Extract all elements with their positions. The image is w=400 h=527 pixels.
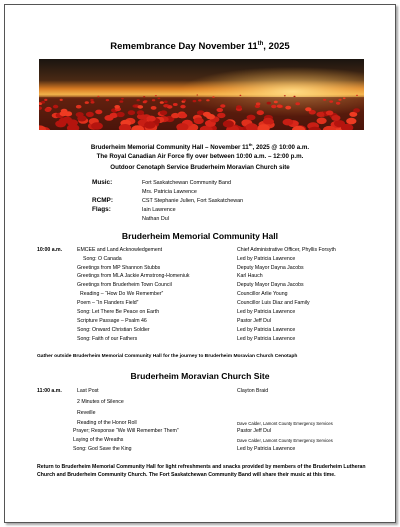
flags-value-2: Nathan Dul — [142, 216, 169, 222]
hall-who: Councillor Arlie Young — [237, 291, 288, 297]
poppy-flower — [343, 97, 346, 99]
hall-heading: Bruderheim Memorial Community Hall — [121, 231, 279, 241]
poppy-flower — [346, 118, 356, 125]
hall-row — [5, 300, 395, 308]
poppy-flower — [53, 105, 58, 109]
page-title: Remembrance Day November 11th, 2025 — [110, 41, 290, 53]
poppy-flower — [121, 98, 124, 100]
poppy-flower — [67, 119, 78, 126]
hall-item: Song: Faith of our Fathers — [77, 336, 138, 342]
poppy-flower — [267, 102, 271, 105]
event-line-1: Bruderheim Memorial Community Hall – November 11th, 2025 @ 10:00 a.m. — [90, 142, 310, 152]
poppy-flower — [285, 106, 291, 110]
poppy-flower — [151, 106, 157, 110]
poppy-flower — [77, 116, 86, 122]
event-line-3: Outdoor Cenotaph Service Bruderheim Moravian Church site — [110, 164, 290, 171]
poppy-flower — [220, 104, 225, 107]
hall-who: Led by Patricia Lawrence — [237, 309, 296, 315]
poppy-flower — [158, 98, 161, 100]
hall-item: EMCEE and Land Acknowledgement — [77, 247, 163, 253]
poppy-flower — [329, 100, 333, 102]
poppy-flower — [263, 118, 273, 125]
church-row — [5, 410, 395, 418]
poppy-flower — [295, 102, 300, 105]
poppy-flower — [171, 113, 179, 118]
hall-item: Poem – “In Flanders Field” — [77, 300, 139, 306]
poppy-flower — [155, 95, 157, 96]
flags-value-1: Iain Lawrence — [142, 207, 176, 213]
hall-who: Led by Patricia Lawrence — [237, 336, 296, 342]
poppy-flower — [326, 111, 334, 116]
poppy-flower — [305, 107, 311, 111]
poppy-flower — [137, 110, 144, 115]
poppy-flower — [217, 108, 224, 112]
poppy-flower — [217, 113, 225, 118]
poppy-flower — [198, 99, 201, 101]
poppy-flower — [323, 99, 326, 101]
church-item: Reveille — [77, 410, 96, 416]
church-who: Pastor Jeff Dul — [237, 428, 271, 434]
hall-who: Deputy Mayor Dayna Jacobs — [237, 265, 304, 271]
hall-item: Song: Let There Be Peace on Earth — [77, 309, 160, 315]
poppy-flower — [256, 102, 261, 105]
hall-row — [5, 247, 395, 255]
poppy-flower — [283, 119, 294, 126]
poppy-flower — [257, 110, 264, 115]
poppy-flower — [338, 99, 341, 101]
poppy-flower — [97, 96, 99, 97]
footer-note: Return to Bruderheim Memorial Community Hall for light refreshments and snacks provided by members of the Bruderheim Lutheran Church and Bruderheim Community Church. The Fort Saskatchewan Community Band will share their music at this time. — [37, 464, 366, 479]
hall-row — [5, 309, 395, 317]
church-row — [5, 388, 395, 396]
church-item: Laying of the Wreaths — [73, 437, 124, 443]
poppy-flower — [45, 108, 52, 112]
hall-who: Pastor Jeff Dul — [237, 318, 271, 324]
poppy-flower — [160, 110, 167, 115]
church-row — [5, 420, 395, 428]
poppy-flower — [316, 112, 324, 117]
church-item: Prayer; Response “We Will Remember Them” — [73, 428, 179, 434]
church-time: 11:00 a.m. — [37, 388, 62, 394]
poppy-flower — [41, 101, 45, 104]
hall-item: Song: O Canada — [83, 256, 122, 262]
hall-item: Greetings from MP Shannon Stubbs — [77, 265, 161, 271]
music-value-2: Mrs. Patricia Lawrence — [142, 189, 197, 195]
poppy-flower — [104, 115, 113, 121]
rcmp-label: RCMP: — [92, 197, 113, 204]
hall-item: Reading – “How Do We Remember” — [80, 291, 164, 297]
poppy-flower — [277, 105, 282, 108]
poppy-flower — [143, 96, 145, 97]
poppy-flower — [163, 104, 168, 107]
hall-row — [5, 282, 395, 290]
hall-who: Led by Patricia Lawrence — [237, 256, 296, 262]
church-heading: Bruderheim Moravian Church Site — [130, 371, 270, 381]
poppy-flower — [353, 108, 360, 112]
poppy-flower — [120, 100, 124, 102]
poppy-flower — [91, 122, 103, 130]
poppy-flower — [76, 105, 82, 109]
poppy-flower — [284, 95, 286, 96]
hall-row — [5, 256, 395, 264]
poppy-flower — [203, 112, 211, 117]
poppy-flower — [206, 99, 209, 101]
poppy-flower — [274, 101, 278, 104]
poppy-flower — [223, 120, 234, 127]
hall-row — [5, 273, 395, 281]
hall-time: 10:00 a.m. — [37, 247, 63, 253]
hall-row — [5, 336, 395, 344]
poppy-flower — [44, 99, 47, 101]
poppy-flower — [146, 116, 155, 122]
poppy-flower — [95, 110, 102, 115]
hall-item: Scripture Passage – Psalm 46 — [77, 318, 147, 324]
hall-item: Greetings from MLA Jackie Armstrong-Homeniuk — [77, 273, 190, 279]
hall-item: Greetings from Bruderheim Town Council — [77, 282, 172, 288]
poppy-banner-image — [39, 59, 364, 130]
poppy-flower — [331, 115, 340, 121]
poppy-flower — [60, 111, 68, 116]
poppy-flower — [128, 110, 135, 115]
church-who: Clayton Braid — [237, 388, 269, 394]
hall-who: Deputy Mayor Dayna Jacobs — [237, 282, 304, 288]
hall-who: Councillor Luis Diaz and Family — [237, 300, 310, 306]
church-item: Last Post — [77, 388, 99, 394]
church-who: Dave Calder, Lamont County Emergency Services — [237, 421, 333, 426]
hall-row — [5, 318, 395, 326]
poppy-flower — [160, 101, 164, 104]
poppy-flower — [143, 101, 147, 104]
poppy-flower — [55, 120, 66, 127]
church-who: Led by Patricia Lawrence — [237, 446, 296, 452]
poppy-flower — [85, 101, 89, 104]
poppy-flower — [183, 99, 186, 101]
poppy-flower — [271, 105, 276, 108]
poppy-flower — [137, 99, 140, 101]
poppy-flower — [212, 96, 214, 98]
poppy-flower — [91, 101, 95, 104]
poppy-flower — [106, 99, 109, 101]
poppy-flower — [336, 102, 340, 105]
poppy-flower — [193, 100, 197, 102]
church-row — [5, 399, 395, 407]
poppy-flower — [356, 95, 358, 96]
hall-row — [5, 265, 395, 273]
poppy-flower — [179, 113, 187, 118]
music-value-1: Fort Saskatchewan Community Band — [142, 180, 231, 186]
poppy-flower — [144, 121, 155, 128]
poppy-flower — [236, 105, 242, 109]
event-line-2: The Royal Canadian Air Force fly over between 10:00 a.m. – 12:00 p.m. — [96, 153, 304, 160]
hall-row — [5, 327, 395, 335]
poppy-flower — [90, 99, 93, 101]
poppy-flower — [194, 118, 204, 125]
poppy-flower — [60, 99, 63, 101]
church-who: Dave Calder, Lamont County Emergency Services — [237, 438, 333, 443]
poppy-flower — [138, 105, 144, 109]
hall-who: Karl Hauch — [237, 273, 263, 279]
church-item: 2 Minutes of Silence — [77, 399, 124, 405]
church-row — [5, 437, 395, 445]
poppy-flower — [247, 115, 256, 121]
music-label: Music: — [92, 179, 113, 186]
church-item: Song: God Save the King — [73, 446, 132, 452]
flags-label: Flags: — [92, 206, 111, 213]
rcmp-value: CST Stephanie Julien, Fort Saskatchewan — [142, 198, 244, 204]
poppy-flower — [317, 118, 327, 125]
poppy-flower — [197, 95, 199, 96]
gather-note: Gather outside Bruderheim Memorial Community Hall for the journey to Bruderheim Moravian Church Cenotaph — [37, 354, 298, 359]
poppy-flower — [152, 99, 155, 101]
church-row — [5, 428, 395, 436]
poppy-flower — [240, 95, 242, 96]
poppy-flower — [293, 96, 295, 97]
poppy-flower — [164, 101, 168, 104]
poppy-flower — [180, 105, 185, 109]
poppy-flower — [86, 112, 94, 117]
church-item: Reading of the Honor Roll — [77, 420, 137, 426]
hall-item: Song: Onward Christian Soldier — [77, 327, 150, 333]
poppy-flower — [173, 103, 178, 106]
hall-who: Chief Administrative Officer, Phyllis Forsyth — [237, 247, 336, 253]
poppy-flower — [334, 120, 345, 127]
poppy-flower — [114, 105, 120, 109]
hall-who: Led by Patricia Lawrence — [237, 327, 296, 333]
poppy-flower — [117, 112, 125, 117]
church-row — [5, 446, 395, 454]
program-page — [4, 4, 396, 523]
hall-row — [5, 291, 395, 299]
